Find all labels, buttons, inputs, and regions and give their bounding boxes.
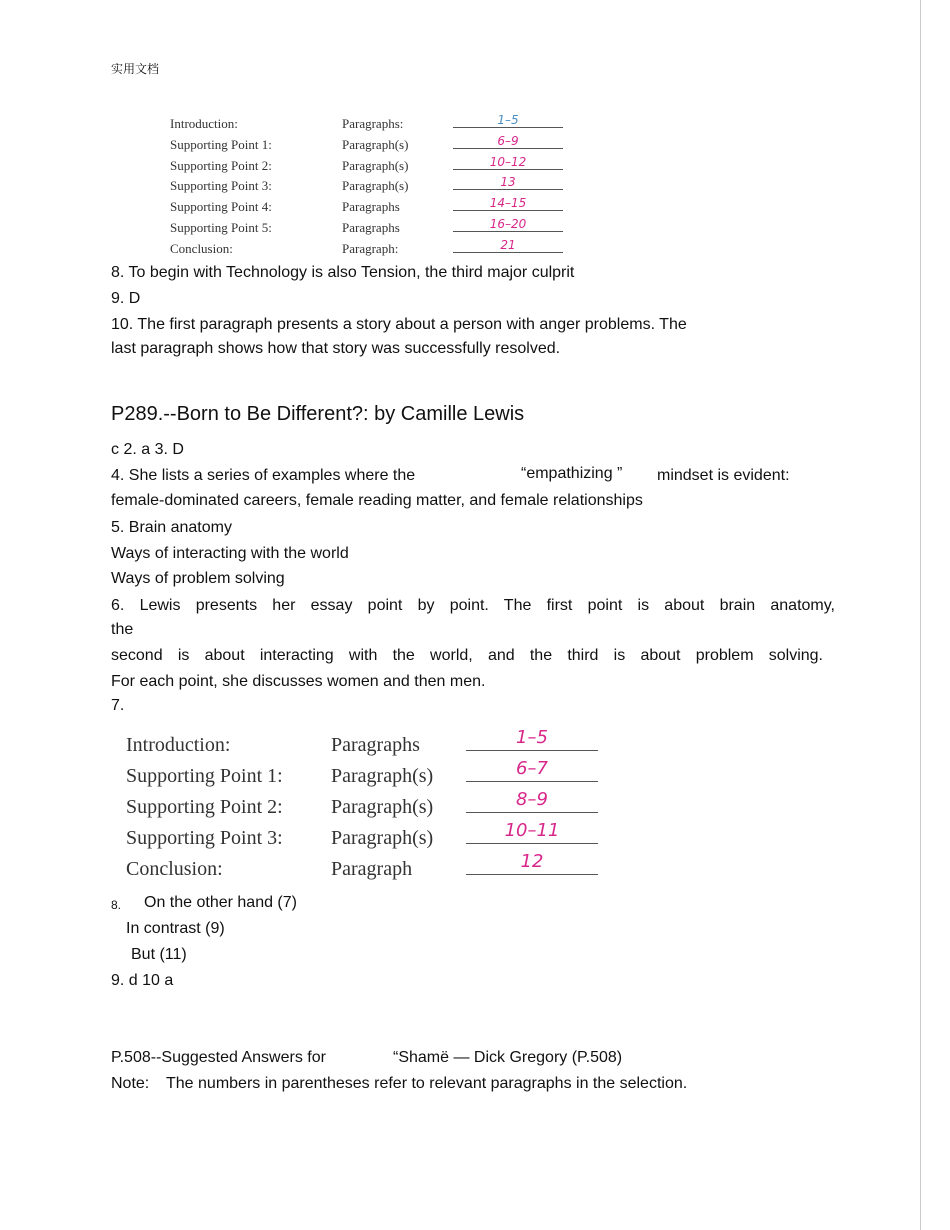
section-3-title: P.508--Suggested Answers for [111,1049,326,1066]
row-paragraph-label: Paragraph(s) [331,765,434,787]
row-paragraph-label: Paragraph(s) [342,157,409,173]
answer-5-item-3: Ways of problem solving [111,570,285,587]
row-answer: 14–15 [489,196,527,211]
page-header: 实用文档 [111,62,160,76]
note-label: Note: [111,1075,150,1092]
answer-underline [453,210,563,211]
answer-8-item-3: But (11) [131,946,187,963]
answer-9: 9. D [111,290,141,307]
answer-6-line4: For each point, she discusses women and then men. [111,673,486,690]
answer-6-line3-text: second is about interacting with the world, and the third is about problem solving. [111,647,823,664]
answer-underline [466,750,598,751]
row-answer: 10–12 [489,154,527,169]
row-paragraph-label: Paragraph [331,858,413,880]
answer-underline [466,812,598,813]
row-paragraph-label: Paragraph(s) [331,827,434,849]
row-label: Supporting Point 3: [170,178,272,194]
row-paragraph-label: Paragraphs [342,220,400,235]
row-label: Supporting Point 1: [170,136,272,152]
answer-4: 4. She lists a series of examples where the [111,467,416,484]
row-answer: 13 [500,175,516,190]
answer-4-end: mindset is evident: [657,467,790,484]
answer-underline [453,169,563,170]
row-paragraph-label: Paragraph(s) [342,136,409,152]
row-label: Conclusion: [170,240,233,256]
answer-underline [466,874,598,875]
answer-7: 7. [111,697,125,714]
row-label: Introduction: [170,116,238,131]
answer-4-cont: female-dominated careers, female reading matter, and female relationships [111,492,643,509]
answer-5-item-2: Ways of interacting with the world [111,545,349,562]
answer-6 [111,596,835,616]
row-label: Supporting Point 4: [170,199,272,215]
answer-8: On the other hand (7) [144,894,297,911]
answer-4-quote: “empathizing ” [521,465,623,482]
row-label: Supporting Point 3: [126,827,283,849]
row-answer: 8–9 [516,789,548,810]
page-edge-divider [920,0,921,1230]
row-paragraph-label: Paragraphs [342,199,400,215]
answer-underline [453,189,563,190]
row-label: Supporting Point 2: [126,796,283,818]
answer-underline [466,843,598,844]
answer-5: 5. Brain anatomy [111,519,232,536]
answer-underline [453,127,563,128]
answer-6-line3 [111,646,823,666]
row-label: Supporting Point 2: [170,157,272,173]
row-paragraph-label: Paragraphs [331,734,420,756]
row-answer: 12 [520,851,544,872]
answer-6-line1: 6. Lewis presents her essay point by point. The first point is about brain anatomy, [111,597,835,614]
answer-10-cont: last paragraph shows how that story was successfully resolved. [111,340,561,357]
row-answer: 1–5 [497,113,519,127]
answer-8: 8. To begin with Technology is also Tension, the third major culprit [111,264,575,281]
row-answer: 6–7 [516,758,548,779]
row-paragraph-label: Paragraph: [342,240,399,256]
row-label: Introduction: [126,734,231,756]
answers-9-10: 9. d 10 a [111,972,174,989]
answer-8-number: 8. [111,898,122,912]
row-label: Conclusion: [126,858,223,880]
row-paragraph-label: Paragraphs: [342,116,404,131]
answers-1-3: c 2. a 3. D [111,441,184,458]
note-text: The numbers in parentheses refer to relevant paragraphs in the selection. [166,1075,688,1092]
section-title: P289.--Born to Be Different?: by Camille Lewis [111,403,525,425]
answer-8-item-2: In contrast (9) [126,920,225,937]
row-answer: 10–11 [504,820,560,841]
answer-underline [466,781,598,782]
row-paragraph-label: Paragraph(s) [331,796,434,818]
row-answer: 6–9 [497,133,519,148]
row-answer: 1–5 [516,727,548,748]
answer-6-the: the [111,621,134,638]
answer-underline [453,148,563,149]
row-paragraph-label: Paragraph(s) [342,178,409,194]
answer-underline [453,231,563,232]
answer-underline [453,252,563,253]
row-answer: 16–20 [489,217,527,231]
row-answer: 21 [500,237,516,252]
row-label: Supporting Point 5: [170,220,272,235]
section-3-title-work: “Shamë — Dick Gregory (P.508) [393,1049,623,1066]
row-label: Supporting Point 1: [126,765,283,787]
answer-10: 10. The first paragraph presents a story about a person with anger problems. The [111,316,687,333]
